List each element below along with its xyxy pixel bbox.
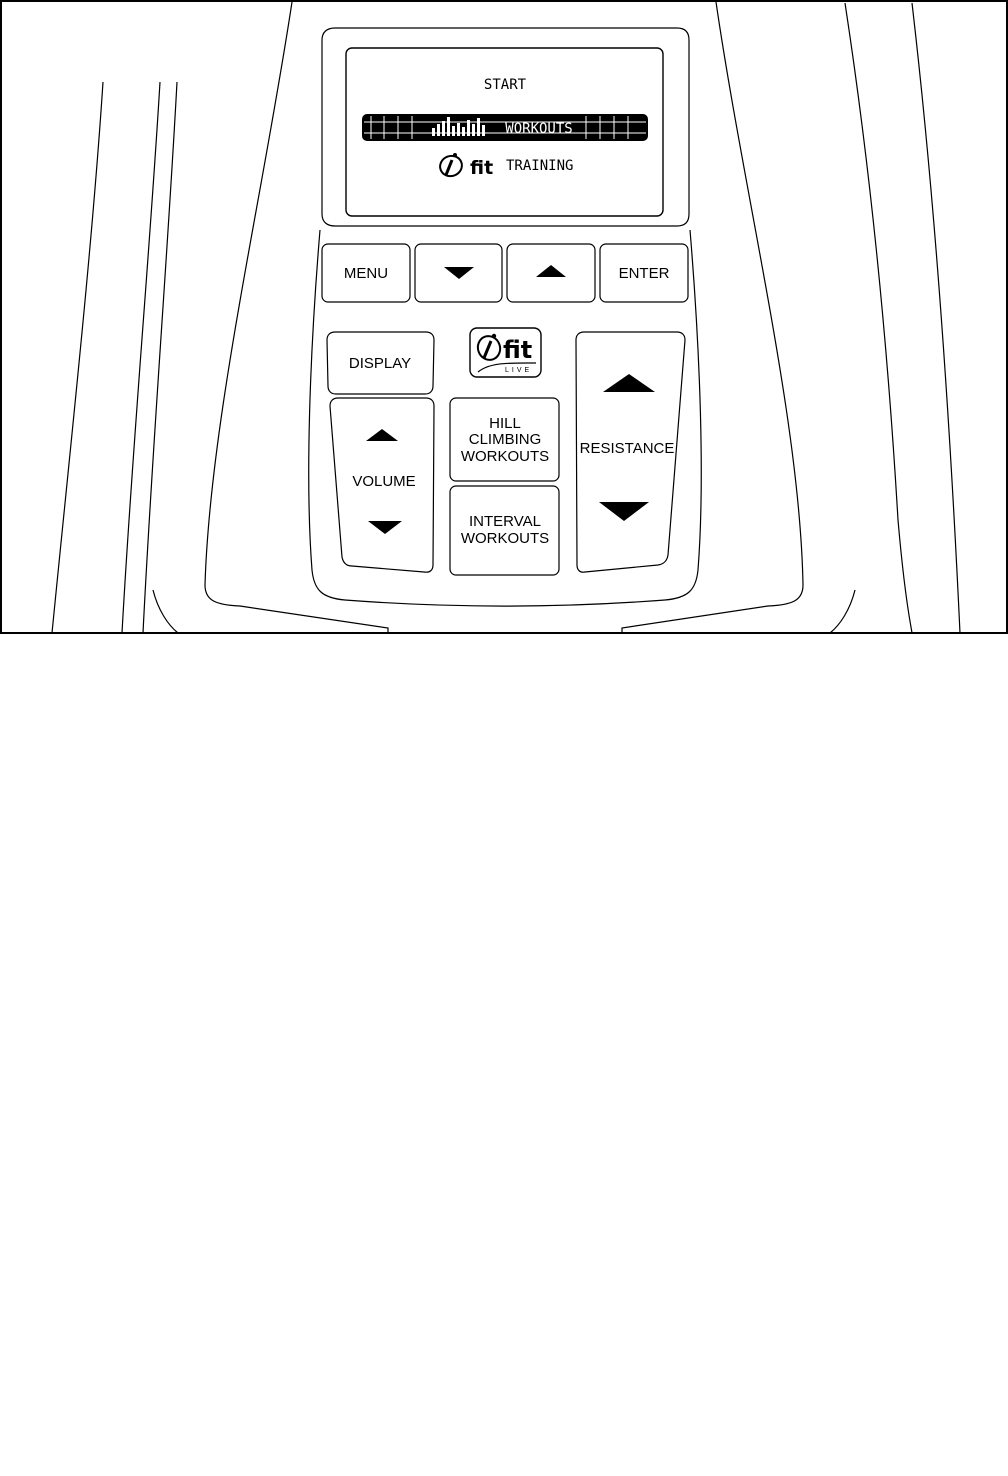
lcd-workouts-text: WORKOUTS bbox=[505, 121, 573, 137]
display-button[interactable] bbox=[327, 332, 434, 394]
lcd-fit-text: fit bbox=[470, 157, 494, 179]
hill-label-line2: CLIMBING bbox=[468, 431, 542, 448]
hill-label-line3: WORKOUTS bbox=[460, 448, 550, 465]
interval-label-line1: INTERVAL bbox=[469, 513, 541, 530]
ifit-live-sub-text: LIVE bbox=[505, 367, 533, 374]
hill-label-line1: HILL bbox=[489, 415, 521, 432]
ifit-live-fit-text: fit bbox=[503, 336, 533, 364]
console-diagram bbox=[0, 0, 1008, 636]
lcd-training-text: TRAINING bbox=[506, 158, 574, 174]
interval-workouts-button[interactable] bbox=[450, 486, 559, 575]
enter-button[interactable] bbox=[600, 244, 688, 302]
volume-label: VOLUME bbox=[352, 473, 416, 490]
lcd-screen bbox=[346, 48, 663, 216]
ifit-live-logo bbox=[470, 328, 541, 377]
resistance-button[interactable] bbox=[576, 332, 685, 572]
lcd-start-text: START bbox=[483, 77, 527, 93]
interval-label-line2: WORKOUTS bbox=[460, 530, 550, 547]
lcd-selection-bar bbox=[362, 114, 648, 141]
up-arrow-button[interactable] bbox=[507, 244, 595, 302]
menu-button-label: MENU bbox=[343, 265, 389, 282]
volume-button[interactable] bbox=[330, 398, 434, 572]
display-button-label: DISPLAY bbox=[348, 355, 412, 372]
resistance-label: RESISTANCE bbox=[579, 440, 675, 457]
down-arrow-button[interactable] bbox=[415, 244, 502, 302]
enter-button-label: ENTER bbox=[618, 265, 670, 282]
hill-climbing-workouts-button[interactable] bbox=[450, 398, 559, 481]
menu-button[interactable] bbox=[322, 244, 410, 302]
